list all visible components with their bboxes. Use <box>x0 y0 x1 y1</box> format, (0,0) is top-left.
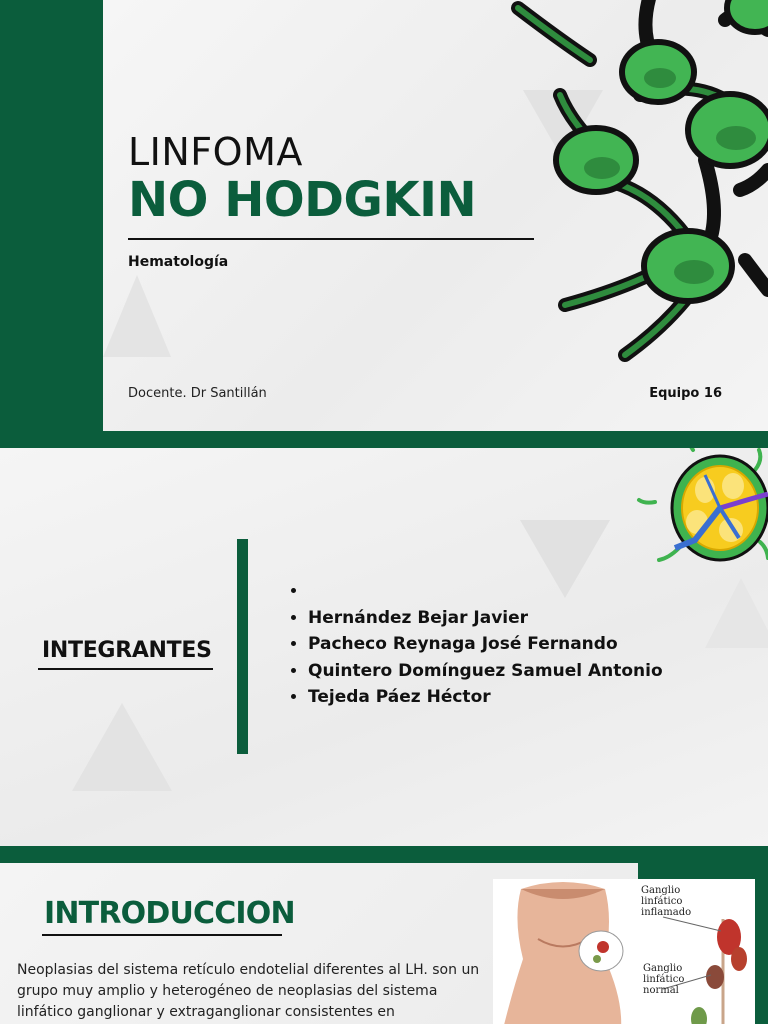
intro-heading: INTRODUCCION <box>44 896 295 931</box>
neck-illustration <box>493 879 755 1024</box>
members-slide <box>0 448 768 846</box>
divider-bar <box>237 539 248 754</box>
members-heading: INTEGRANTES <box>42 638 212 663</box>
background-triangle <box>705 578 768 648</box>
title-underline <box>128 238 534 240</box>
member-item: • Quintero Domínguez Samuel Antonio <box>308 658 663 685</box>
members-list <box>288 578 663 711</box>
background-triangle <box>103 275 171 357</box>
label-normal-node: Ganglio linfático normal <box>643 963 685 996</box>
members-heading-underline <box>38 668 213 670</box>
introduction-slide <box>0 846 768 1024</box>
teacher-label: Docente. Dr Santillán <box>128 386 267 401</box>
member-item: • Tejeda Páez Héctor <box>308 684 663 711</box>
member-item <box>308 578 663 605</box>
intro-heading-underline <box>42 934 282 936</box>
intro-paragraph: Neoplasias del sistema retículo endotelial diferentes al LH. son un grupo muy amplio y heterogéneo de neoplasias del sistema linfático ganglionar y extraganglionar consistentes en <box>17 962 480 1020</box>
label-inflamed-node: Ganglio linfático inflamado <box>641 885 692 918</box>
background-triangle <box>72 703 172 791</box>
team-label: Equipo 16 <box>649 386 722 401</box>
member-item: • Pacheco Reynaga José Fernando <box>308 631 663 658</box>
neck-lymph-node-figure <box>493 879 755 1024</box>
title-slide <box>0 0 768 448</box>
title-line-2: NO HODGKIN <box>128 172 477 228</box>
subtitle: Hematología <box>128 254 229 270</box>
title-line-1: LINFOMA <box>128 130 303 174</box>
lymphocyte-cluster-icon <box>500 0 768 370</box>
member-item: • Hernández Bejar Javier <box>308 605 663 632</box>
lymph-node-icon <box>635 448 768 580</box>
